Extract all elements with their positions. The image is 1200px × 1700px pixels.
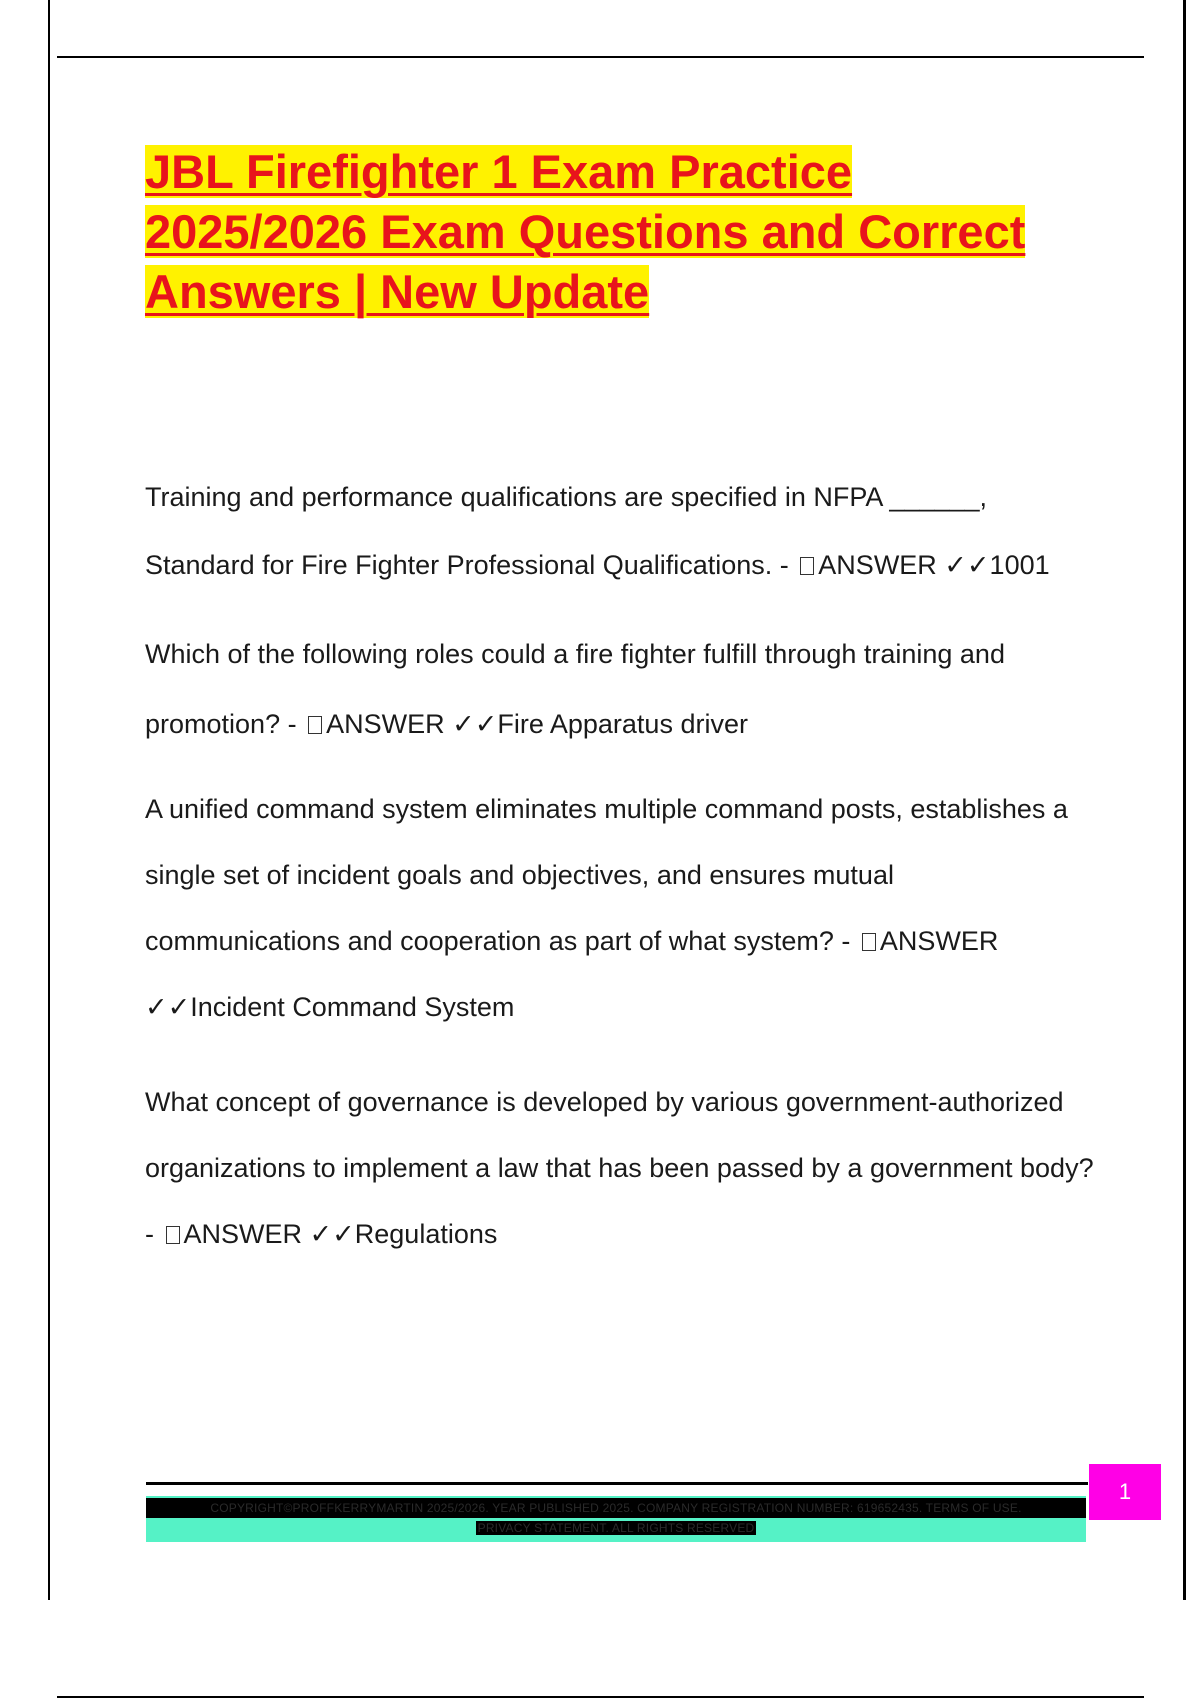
answer-text: ANSWER ✓✓Fire Apparatus driver xyxy=(326,709,748,739)
copyright-footer xyxy=(146,1496,1086,1542)
answer-text: ANSWER ✓✓1001 xyxy=(818,550,1050,580)
question-text: Which of the following roles could a fire fighter fulfill through training and promotion? - xyxy=(145,639,1005,739)
qa-item xyxy=(145,776,1095,1040)
title-line-3: Answers | New Update xyxy=(145,265,650,318)
missing-glyph-icon xyxy=(800,557,814,575)
qa-item xyxy=(145,463,1095,599)
title-line-1: JBL Firefighter 1 Exam Practice xyxy=(145,145,853,198)
right-border xyxy=(1183,0,1186,1600)
left-border xyxy=(48,0,50,1600)
copyright-line-2: PRIVACY STATEMENT. ALL RIGHTS RESERVED xyxy=(477,1521,755,1535)
question-text: Training and performance qualifications are specified in NFPA ______, Standard for Fire Fighter Professional Qualifications. - xyxy=(145,482,987,580)
footer-rule xyxy=(146,1482,1088,1485)
document-title xyxy=(145,142,1105,322)
missing-glyph-icon xyxy=(166,1226,180,1244)
answer-text: ANSWER ✓✓Regulations xyxy=(183,1219,498,1249)
copyright-line-1: COPYRIGHT©PROFFKERRYMARTIN 2025/2026. YEAR PUBLISHED 2025. COMPANY REGISTRATION NUMBER: 619652435. TERMS OF USE. xyxy=(146,1498,1086,1518)
answer-text: ANSWER ✓✓Incident Command System xyxy=(145,926,999,1022)
bottom-rule xyxy=(57,1696,1144,1698)
title-line-2: 2025/2026 Exam Questions and Correct xyxy=(145,205,1026,258)
question-text: What concept of governance is developed by various government-authorized organizations to implement a law that has been passed by a government body? - xyxy=(145,1087,1094,1249)
qa-item xyxy=(145,619,1095,759)
top-rule xyxy=(57,56,1144,58)
qa-item xyxy=(145,1069,1095,1267)
missing-glyph-icon xyxy=(308,716,322,734)
page-number-badge: 1 xyxy=(1089,1464,1161,1520)
question-text: A unified command system eliminates multiple command posts, establishes a single set of incident goals and objectives, and ensures mutual communications and cooperation as part of what system? - xyxy=(145,794,1068,956)
missing-glyph-icon xyxy=(862,933,876,951)
